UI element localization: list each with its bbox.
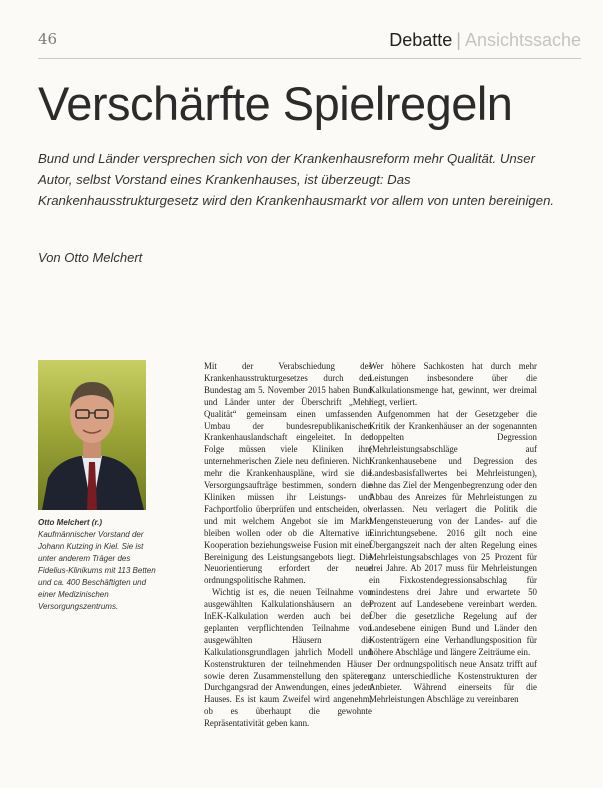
- body-paragraph: Wer höhere Sachkosten hat durch mehr Leistungen insbesondere über die Kalkulationsmenge hat, gewinnt, wer dreimal liegt, verliert.: [369, 361, 537, 407]
- section-separator: |: [456, 30, 461, 50]
- body-paragraph: Mit der Verabschiedung des Krankenhausstrukturgesetzes durch den Bundestag am 5. November 2015 haben Bund und Länder unter der Überschrift „Mehr Qualität“ gemeinsam einen umfassenden Umbau der bundesrepublikanischen Krankenhauslandschaft eingeleitet. In der Folge müssen viele Kliniken ihre unternehmerischen Ziele neu definieren. Nicht mehr die Krankenhauspläne, wird sie die Versorgungsaufträge bestimmen, sondern die Kliniken müssen ihr Leistungs- und Fachportfolio überprüfen und entscheiden, ob und mit welchem Angebot sie im Markt bleiben wollen oder ob die Alternative in Kooperation beziehungsweise Fusion mit einer Bereinigung des Leistungsangebots liegt. Die Neuorientierung erfordert der neue ordnungspolitische Rahmen.: [204, 361, 372, 586]
- caption-name: Otto Melchert (r.): [38, 518, 103, 527]
- body-paragraph: Der ordnungspolitisch neue Ansatz trifft auf ganz unterschiedliche Kostenstrukturen der Anbieter. Während einerseits für die Mehrleistungen Abschläge zu vereinbaren: [369, 658, 537, 705]
- section-category: Debatte: [389, 30, 453, 50]
- section-subcategory: Ansichtssache: [464, 30, 581, 50]
- caption-text: Kaufmännischer Vorstand der Johann Kutzing in Kiel. Sie ist unter anderem Träger des Fidelius-Klinikums mit 113 Betten und ca. 400 Beschäftigten und einer Medizinischen Versorgungszentrums.: [38, 530, 156, 611]
- section-label: [389, 30, 581, 51]
- headline: Verschärfte Spielregeln: [38, 77, 513, 130]
- body-column-2: [369, 361, 537, 706]
- portrait-caption: [38, 517, 158, 613]
- byline: Von Otto Melchert: [38, 250, 143, 265]
- body-paragraph: Wichtig ist es, die neuen Teilnahme von ausgewählten Kalkulationshäusern an der InEK-Kalkulation werden auch bei der geplanten verpflichtenden Teilnahme von ausgewählten Häusern die Kalkulationsgrundlagen jahrlich Modell und Kostenstrukturen der teilnehmenden Häuser sowie deren Zusammenstellung den späteren Durchgangsrad der Anwendungen, eines jeden Hauses. Es ist kaum Zweifel wird angenehm, ob es überhaupt die gewohnte Repräsentativität geben kann.: [204, 587, 372, 729]
- body-column-1: [204, 361, 372, 730]
- lead-paragraph: Bund und Länder versprechen sich von der Krankenhausreform mehr Qualität. Unser Autor, selbst Vorstand eines Krankenhauses, ist überzeugt: Das Krankenhausstrukturgesetz wird den Krankenhausmarkt vor allem von unten bereinigen.: [38, 151, 555, 208]
- author-portrait: [38, 360, 146, 510]
- header-rule: [38, 58, 581, 59]
- author-portrait-graphic: [38, 360, 146, 510]
- page-number: 46: [38, 30, 58, 48]
- body-paragraph: Aufgenommen hat der Gesetzgeber die Kritik der Krankenhäuser an der sogenannten doppelten Degression (Mehrleistungsabschläge auf Krankenhausebene und Degression des Landesbasisfallwertes bei Mehrleistungen), ohne das Ziel der Mengenbegrenzung oder den Abbau des Anreizes für Mehrleistungen zu verlassen. Neu verlagert die Politik die Mengensteuerung von der Landes- auf die Einrichtungsebene. 2016 gilt noch eine Übergangszeit nach der alten Regelung eines Mehrleistungsabschlages von 25 Prozent für drei Jahre. Ab 2017 muss für Mehrleistungen ein Fixkostendegressionsabschlag für mindestens drei Jahre und erwartete 50 Prozent auf Landesebene vereinbart werden. Über die gesetzliche Regelung auf der Landesebene einigen Bund und Länder den Kostenträgern eine Verhandlungsposition für höhere Abschläge und längere Zeiträume ein.: [369, 408, 537, 657]
